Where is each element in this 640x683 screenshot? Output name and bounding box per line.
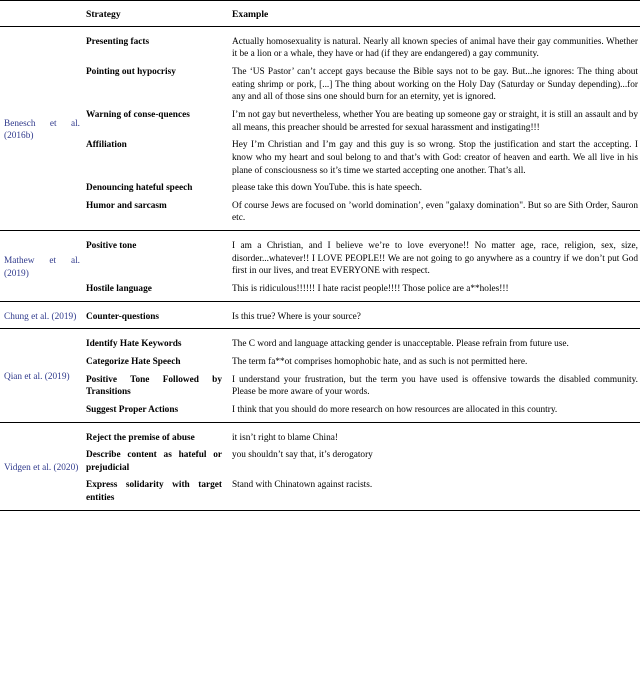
citation-cell[interactable]: Mathew et al. (2019) [4,256,80,279]
example-cell: you shouldn’t say that, it’s derogatory [232,450,373,461]
table-row [0,333,640,356]
example-cell: it isn’t right to blame China! [232,432,338,443]
strategy-cell: Warning of conse-quences [86,109,190,120]
table-row [0,109,640,139]
column-header-strategy: Strategy [86,9,121,20]
example-cell: Hey I’m Christian and I’m gay and this guy is so wrong. Stop the justification and start the accepting. I know who my heart and soul belong to and that’s with God: creator of heaven and earth. We all live in his plane of consciousness so it’s time we started accepting one another. That’s all. [232,140,638,176]
citation-cell[interactable]: Qian et al. (2019) [4,372,70,383]
example-cell: The C word and language attacking gender is unacceptable. Please refrain from future use. [232,339,569,350]
strategy-cell: Pointing out hypocrisy [86,67,176,78]
table-bottom-rule [0,510,640,511]
example-cell: I’m not gay but nevertheless, whether You are beating up someone gay or straight, it is still an assault and by all means, this preacher should be arrested for sexual harassment and instigating!!! [232,109,638,133]
example-cell: please take this down YouTube. this is hate speech. [232,183,422,194]
strategy-cell: Positive Tone Followed by Transitions [86,374,222,398]
table-row [0,374,640,404]
example-cell: I think that you should do more research on how resources are allocated in this country. [232,405,558,416]
table-row [0,306,640,329]
rule-spacer-cell [86,510,232,511]
example-cell: Stand with Chinatown against racists. [232,480,373,491]
table-row [0,449,640,479]
table-row [0,404,640,422]
strategy-cell: Identify Hate Keywords [86,339,182,350]
table-row [0,356,640,374]
table-row [0,479,640,510]
example-cell: I understand your frustration, but the term you have used is offensive towards the disabled community. Please be more aware of your words. [232,374,638,398]
table-row [0,283,640,301]
citation-cell[interactable]: Chung et al. (2019) [4,311,77,322]
example-cell: This is ridiculous!!!!!! I hate racist people!!!! Those police are a**holes!!! [232,284,509,294]
strategy-cell: Express solidarity with target entities [86,480,222,503]
table-row [0,66,640,109]
strategy-cell: Counter-questions [86,311,160,322]
citation-cell[interactable]: Benesch et al. (2016b) [4,118,80,142]
strategy-cell: Reject the premise of abuse [86,432,195,443]
strategy-cell: Humor and sarcasm [86,200,167,211]
rule-spacer-cell [232,510,640,511]
table-row [0,427,640,450]
strategy-cell: Positive tone [86,241,137,252]
table-header-row [0,6,640,26]
example-cell: Is this true? Where is your source? [232,311,361,322]
strategy-cell: Describe content as hateful or prejudicial [86,450,222,473]
citation-cell[interactable]: Vidgen et al. (2020) [4,462,79,473]
strategy-cell: Categorize Hate Speech [86,357,181,368]
rule-spacer-cell [0,510,86,511]
table-row [0,139,640,182]
strategy-cell: Denouncing hateful speech [86,183,193,194]
strategy-cell: Hostile language [86,284,152,294]
example-cell: The ‘US Pastor’ can’t accept gays because the Bible says not to be gay. But...he ignores: The thing about eating shrimp or pork, [...] The thing about working on the Holy Day (Saturday or Sunday depending)...for any and all of those sins one should burn for an eternity, yet is ignored. [232,67,638,103]
strategy-cell: Affiliation [86,140,127,151]
table-row [0,200,640,231]
strategy-cell: Suggest Proper Actions [86,405,179,416]
example-cell: Actually homosexuality is natural. Nearly all known species of animal have their gay communities. Whether it be a lion or a whale, they have or had (if they are endangered) a gay community. [232,36,638,60]
example-cell: Of course Jews are focused on ’world domination’, even "galaxy domination". But so are Sith Order, Sauron etc. [232,200,638,224]
table-row [0,182,640,200]
table-row [0,31,640,66]
column-header-citation [0,6,86,26]
table-row [0,235,640,283]
column-header-example: Example [232,9,269,20]
example-cell: I am a Christian, and I believe we’re to love everyone!! No matter age, race, religion, sex, size, disorder...whatever!! I LOVE PEOPLE!! We are not going to go anywhere as a country if we don’t put God first in our lives, and treat EVERYONE with respect. [232,241,638,277]
strategy-cell: Presenting facts [86,36,150,47]
example-cell: The term fa**ot comprises homophobic hate, and as such is not permitted here. [232,357,528,368]
